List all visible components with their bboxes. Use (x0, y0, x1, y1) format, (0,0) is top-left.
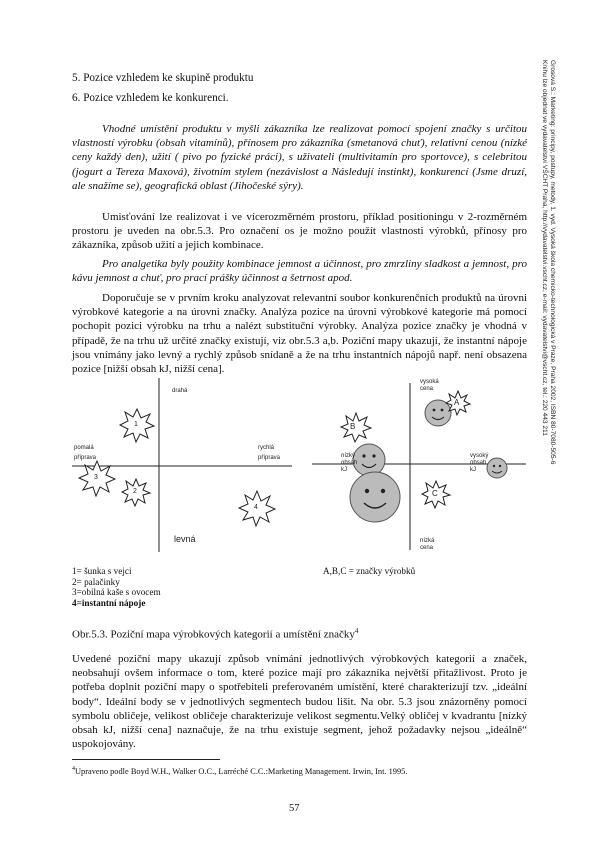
smiley-face-icon (350, 472, 400, 522)
list-item: 6. Pozice vzhledem ke konkurenci. (72, 92, 229, 104)
paragraph-placement: Vhodné umístění produktu v myšli zákazníka lze realizovat pomocí spojení značky s určitou vlastností výrobku (obsah vitamínů), přínosem pro zákazníka (smetanová chuť), relativní cenou (nízké ceny každý den), užití ( pivo po fyzické práci), s uživateli (multivitamín pro sportovce), s celebritou (jogurt a Tereza Maxová), životním stylem (nezávislost a Následují instinkt), konkurencí (Jsme druzí, ale snažíme se), geografická oblast (Jihočeské sýry). (72, 123, 527, 192)
map-b-label-top: vysoká cena (420, 379, 439, 392)
map-b-label-bottom: nízká cena (420, 538, 435, 551)
star-label: 1 (134, 421, 138, 428)
star-icon (341, 413, 371, 442)
caption-text: Obr.5.3. Poziční mapa výrobkových kategorií a umístění značky (72, 628, 355, 641)
legend-item: 4=instantní nápoje (72, 597, 146, 608)
legend-brands: A,B,C = značky výrobků (323, 566, 416, 576)
figure-caption (72, 627, 358, 641)
paragraph-examples: Pro analgetika byly použity kombinace jemnost a účinnost, pro zmrzliny sladkost a jemnost, pro kávu jemnost a chuť, pro prací prášky účinnost a šetrnost apod. (72, 258, 527, 285)
map-b-label-left: nízký obsah kJ (341, 453, 358, 473)
side-citation-line-2: Knihu lze objednat ve vydavatelství VŠCHT Praha, http://vydavatelstvi.vscht.cz, e-mail: vydavatelstvi@vscht.cz, tel.: 220 443 211 (540, 60, 548, 436)
brand-label: A (454, 398, 460, 407)
side-citation-line-1: Grosová S.: Marketing: principy, postupy, metody, 1. vyd. Vysoká škola chemicko-technologická v Praze, Praha 2002, ISBN 80-7080-505-6 (549, 60, 556, 465)
map-a-label-left-2: příprava (74, 455, 97, 461)
map-b-label-right: vysoký obsah kJ (470, 453, 489, 473)
smiley-face-icon (425, 400, 451, 426)
map-a-label-right-2: příprava (258, 455, 281, 461)
star-label: 2 (133, 488, 137, 495)
legend-item: 2= palačinky (72, 576, 120, 587)
map-a-label-right-1: rychlá (258, 445, 275, 451)
smiley-face-icon (487, 458, 507, 478)
footnote-number: 4 (72, 766, 75, 772)
star-label: 4 (254, 504, 258, 511)
brand-label: B (350, 422, 356, 431)
paragraph-ideal-points: Uvedené poziční mapy ukazují způsob vnímání jednotlivých výrobkových kategorií a značek, neobsahují ovšem informace o tom, které pozice mají pro zákazníka největší přitažlivost. Proto je potřeba doplnit poziční mapy o spotřebiteli preferovaném umístění, které charakterizují tzv. „ideální body“. Ideální body se v jednotlivých segmentech budou lišit. Na obr. 5.3 jsou znázorněny pomocí symbolu obličeje, velikost obličeje charakterizuje velikost segmentu.Velký obličej v kvadrantu [nízký obsah kJ, nižší cena] naznačuje, že na trhu existuje segment, jehož požadavky nejsou „ideálně“ uspokojovány. (72, 653, 527, 751)
map-a-label-left-1: pomalá (74, 445, 94, 451)
page-number: 57 (289, 803, 300, 814)
caption-footnote-ref: 4 (354, 627, 359, 635)
map-a-label-top: drahá (172, 388, 188, 394)
legend-item: 3=obilná kaše s ovocem (72, 587, 161, 597)
footnote (72, 766, 407, 776)
legend-item: 1= šunka s vejci (72, 566, 132, 576)
map-a-label-bottom: levná (174, 534, 196, 544)
star-label: 3 (94, 474, 98, 481)
footnote-divider (72, 759, 220, 760)
smiley-face-icon (353, 444, 385, 476)
list-item: 5. Pozice vzhledem ke skupině produktu (72, 72, 254, 84)
paragraph-multidimensional: Umisťování lze realizovat i ve vícerozměrném prostoru, příklad positioningu v 2-rozměrném prostoru je uveden na obr.5.3. Pro označení os je možno použít vlastnosti výrobků, přínosy pro zákazníka, způsob užití a jejich kombinace. (72, 211, 527, 252)
footnote-text: Upraveno podle Boyd W.H., Walker O.C., Larréché C.C.:Marketing Management. Irwin, Int. 1995. (75, 766, 408, 776)
brand-label: C (432, 489, 438, 498)
paragraph-analysis: Doporučuje se v prvním kroku analyzovat relevantní soubor konkurenčních produktů na úrovni výrobkové kategorie a na úrovni značky. Analýza pozice na úrovni výrobkové kategorie má pomocí pochopit pozici výrobku na trhu a nalézt substituční výrobky. Analýza pozice značky je vhodná v případě, že na trhu už určité značky existují, viz obr.5.3 a,b. Poziční mapy ukazují, že instantní nápoje jsou vnímány jako levný a rychlý způsob snídaně a že na trhu instantních nápojů např. není obsazena pozice [nižší obsah kJ, nižší cena]. (72, 292, 527, 376)
legend-categories (72, 566, 161, 608)
